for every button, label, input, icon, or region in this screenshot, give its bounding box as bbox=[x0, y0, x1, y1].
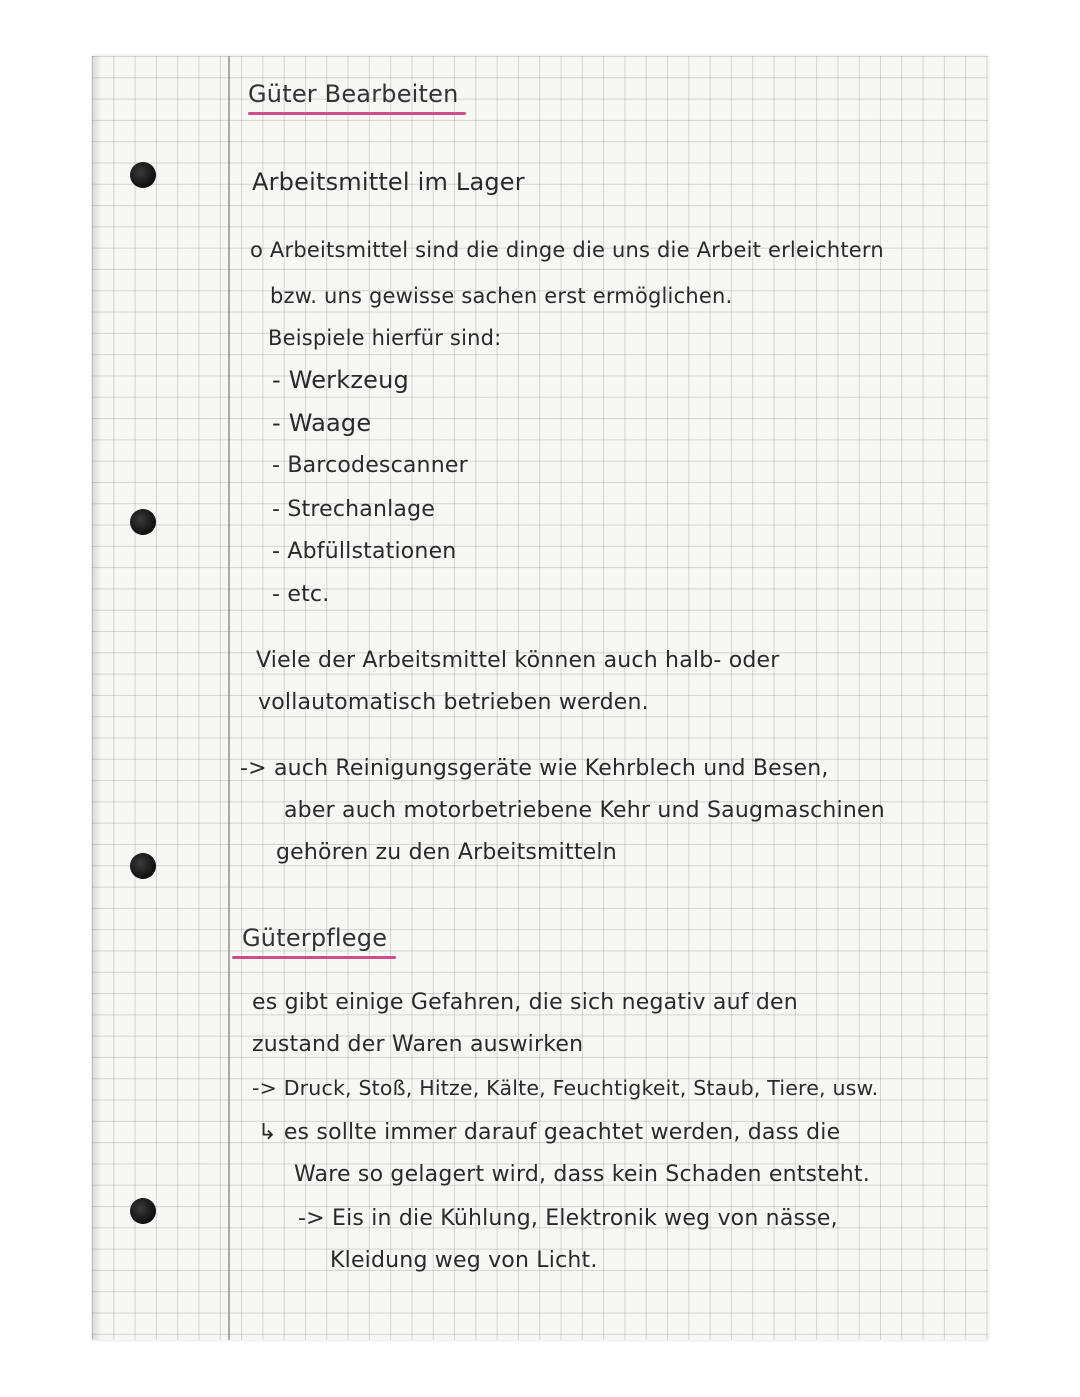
section2-line-3: -> Druck, Stoß, Hitze, Kälte, Feuchtigkeit, Staub, Tiere, usw. bbox=[252, 1076, 879, 1100]
section2-line-4: ↳ es sollte immer darauf geachtet werden, dass die bbox=[258, 1120, 841, 1145]
note-line-3: gehören zu den Arbeitsmitteln bbox=[276, 840, 617, 865]
note-line-1: -> auch Reinigungsgeräte wie Kehrblech und Besen, bbox=[240, 756, 829, 781]
intro-line-2: bzw. uns gewisse sachen erst ermöglichen. bbox=[270, 284, 733, 308]
punch-hole-4 bbox=[130, 1198, 156, 1224]
example-item: - Waage bbox=[272, 409, 372, 437]
example-item: - etc. bbox=[272, 582, 330, 607]
section2-line-2: zustand der Waren auswirken bbox=[252, 1032, 584, 1057]
example-item: - Barcodescanner bbox=[272, 453, 468, 478]
intro-line-1: o Arbeitsmittel sind die dinge die uns die Arbeit erleichtern bbox=[250, 238, 884, 262]
margin-line bbox=[228, 56, 230, 1340]
sheet-shadow-edge bbox=[92, 56, 102, 1340]
section2-line-7: Kleidung weg von Licht. bbox=[330, 1248, 598, 1273]
example-item: - Strechanlage bbox=[272, 497, 435, 522]
section2-line-5: Ware so gelagert wird, dass kein Schaden entsteht. bbox=[294, 1162, 870, 1187]
section1-title-underline bbox=[248, 112, 466, 115]
paragraph-line-2: vollautomatisch betrieben werden. bbox=[258, 690, 649, 715]
paragraph-line-1: Viele der Arbeitsmittel können auch halb- oder bbox=[256, 648, 780, 673]
examples-intro: Beispiele hierfür sind: bbox=[268, 326, 502, 350]
section2-line-6: -> Eis in die Kühlung, Elektronik weg von nässe, bbox=[298, 1206, 838, 1231]
section1-title: Güter Bearbeiten bbox=[248, 80, 459, 108]
section1-subtitle: Arbeitsmittel im Lager bbox=[252, 168, 525, 196]
punch-hole-3 bbox=[130, 853, 156, 879]
example-item: - Werkzeug bbox=[272, 366, 409, 394]
section2-title: Güterpflege bbox=[242, 924, 388, 952]
section2-title-underline bbox=[232, 956, 396, 959]
punch-hole-1 bbox=[130, 162, 156, 188]
punch-hole-2 bbox=[130, 509, 156, 535]
section2-line-1: es gibt einige Gefahren, die sich negativ auf den bbox=[252, 990, 798, 1015]
example-item: - Abfüllstationen bbox=[272, 539, 457, 564]
note-line-2: aber auch motorbetriebene Kehr und Saugmaschinen bbox=[284, 798, 885, 823]
